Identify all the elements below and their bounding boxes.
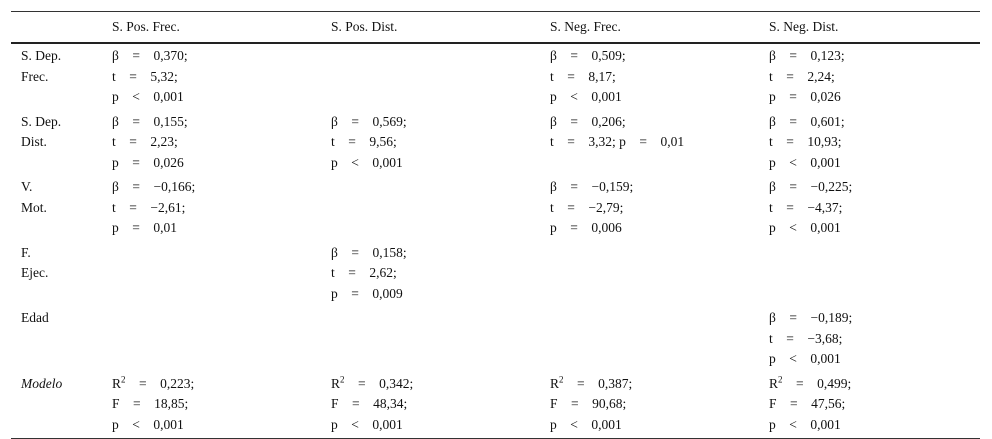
model-row — [11, 372, 980, 439]
header-cell-s-neg-dist: S. Neg. Dist. — [759, 12, 980, 44]
model-stat-line: F = 18,85; — [112, 396, 189, 411]
r-symbol: R — [112, 375, 122, 391]
regression-table-container — [11, 11, 980, 439]
cell-stat-line: β = 0,370; — [112, 48, 188, 63]
r-symbol: R — [550, 375, 560, 391]
model-stat-line: p < 0,001 — [769, 416, 841, 432]
table-cell — [759, 175, 980, 241]
cell-stat-line: β = −0,225; — [769, 179, 853, 194]
cell-stat-line: t = −2,79; — [550, 199, 624, 215]
table-cell — [321, 306, 540, 372]
table-cell — [321, 110, 540, 176]
cell-stat-line: β = 0,601; — [769, 113, 845, 129]
cell-stat-line: β = 0,206; — [550, 113, 626, 129]
model-row-label: Modelo — [11, 372, 102, 439]
table-cell — [540, 175, 759, 241]
table-cell — [540, 241, 759, 307]
cell-stat-line: p = 0,006 — [550, 220, 622, 235]
r-squared-exponent: 2 — [559, 374, 564, 384]
model-stat-line: p < 0,001 — [112, 416, 184, 432]
model-cell — [540, 372, 759, 439]
row-label: F. Ejec. — [21, 244, 49, 280]
table-row — [11, 110, 980, 176]
table-cell — [540, 306, 759, 372]
regression-table — [11, 11, 980, 439]
table-cell — [102, 43, 321, 110]
table-cell — [321, 175, 540, 241]
r-squared-line — [331, 374, 540, 395]
cell-stat-line: t = 8,17; — [550, 68, 616, 84]
cell-stat-line: p = 0,009 — [331, 285, 403, 301]
cell-stat-line: t = 2,62; — [331, 265, 397, 280]
cell-stat-line: p < 0,001 — [769, 220, 841, 235]
cell-stat-line: t = −4,37; — [769, 199, 843, 215]
table-cell — [540, 110, 759, 176]
cell-stat-line: β = 0,569; — [331, 113, 407, 129]
cell-stat-line: p < 0,001 — [112, 89, 184, 104]
table-cell — [102, 175, 321, 241]
table-cell — [321, 241, 540, 307]
cell-stat-line: β = −0,166; — [112, 179, 196, 194]
table-cell — [759, 110, 980, 176]
model-cell — [102, 372, 321, 439]
cell-stat-line: β = −0,159; — [550, 179, 634, 194]
r-squared-exponent: 2 — [340, 374, 345, 384]
table-cell — [540, 43, 759, 110]
model-stat-line: F = 90,68; — [550, 396, 627, 411]
model-stat-line: F = 47,56; — [769, 396, 846, 411]
cell-stat-line: t = 3,32; p = 0,01 — [550, 134, 685, 149]
cell-stat-line: p < 0,001 — [331, 154, 403, 170]
table-row — [11, 175, 980, 241]
r-squared-value: = 0,342; — [344, 375, 414, 391]
cell-stat-line: p = 0,026 — [769, 89, 841, 104]
model-stat-line: F = 48,34; — [331, 396, 408, 411]
table-body — [11, 43, 980, 439]
cell-stat-line: β = 0,155; — [112, 113, 188, 129]
row-label: S. Dep. Dist. — [21, 113, 62, 149]
model-cell — [321, 372, 540, 439]
header-cell-s-pos-frec: S. Pos. Frec. — [102, 12, 321, 44]
table-cell — [759, 43, 980, 110]
header-cell-s-neg-frec: S. Neg. Frec. — [540, 12, 759, 44]
table-cell — [759, 306, 980, 372]
cell-stat-line: p < 0,001 — [769, 154, 841, 170]
r-squared-exponent: 2 — [121, 374, 126, 384]
r-symbol: R — [331, 375, 341, 391]
table-cell — [102, 306, 321, 372]
cell-stat-line: t = 9,56; — [331, 134, 397, 149]
table-cell — [102, 110, 321, 176]
r-squared-line — [769, 374, 980, 395]
r-squared-value: = 0,387; — [563, 375, 633, 391]
cell-stat-line: p < 0,001 — [769, 351, 841, 366]
table-cell — [759, 241, 980, 307]
row-label: S. Dep. Frec. — [21, 48, 62, 84]
r-squared-value: = 0,223; — [125, 375, 195, 391]
r-squared-exponent: 2 — [778, 374, 783, 384]
row-label: Edad — [21, 310, 49, 325]
model-stat-line: p < 0,001 — [550, 416, 622, 432]
cell-stat-line: p = 0,01 — [112, 220, 177, 235]
row-label: V. Mot. — [21, 179, 47, 215]
header-cell-stub — [11, 12, 102, 44]
r-squared-line — [112, 374, 321, 395]
cell-stat-line: t = 10,93; — [769, 134, 842, 149]
table-row — [11, 241, 980, 307]
cell-stat-line: β = 0,509; — [550, 48, 626, 63]
model-stat-line: p < 0,001 — [331, 416, 403, 432]
r-symbol: R — [769, 375, 779, 391]
model-cell — [759, 372, 980, 439]
table-row — [11, 306, 980, 372]
cell-stat-line: β = 0,123; — [769, 48, 845, 63]
r-squared-value: = 0,499; — [782, 375, 852, 391]
cell-stat-line: p < 0,001 — [550, 89, 622, 104]
cell-stat-line: t = 2,23; — [112, 134, 178, 149]
cell-stat-line: t = −3,68; — [769, 330, 843, 346]
cell-stat-line: β = 0,158; — [331, 244, 407, 260]
table-cell — [321, 43, 540, 110]
cell-stat-line: t = −2,61; — [112, 199, 186, 215]
header-cell-s-pos-dist: S. Pos. Dist. — [321, 12, 540, 44]
cell-stat-line: t = 2,24; — [769, 68, 835, 84]
table-cell — [102, 241, 321, 307]
r-squared-line — [550, 374, 759, 395]
table-row — [11, 43, 980, 110]
cell-stat-line: t = 5,32; — [112, 68, 178, 84]
header-row — [11, 12, 980, 44]
cell-stat-line: p = 0,026 — [112, 154, 184, 170]
cell-stat-line: β = −0,189; — [769, 310, 853, 325]
